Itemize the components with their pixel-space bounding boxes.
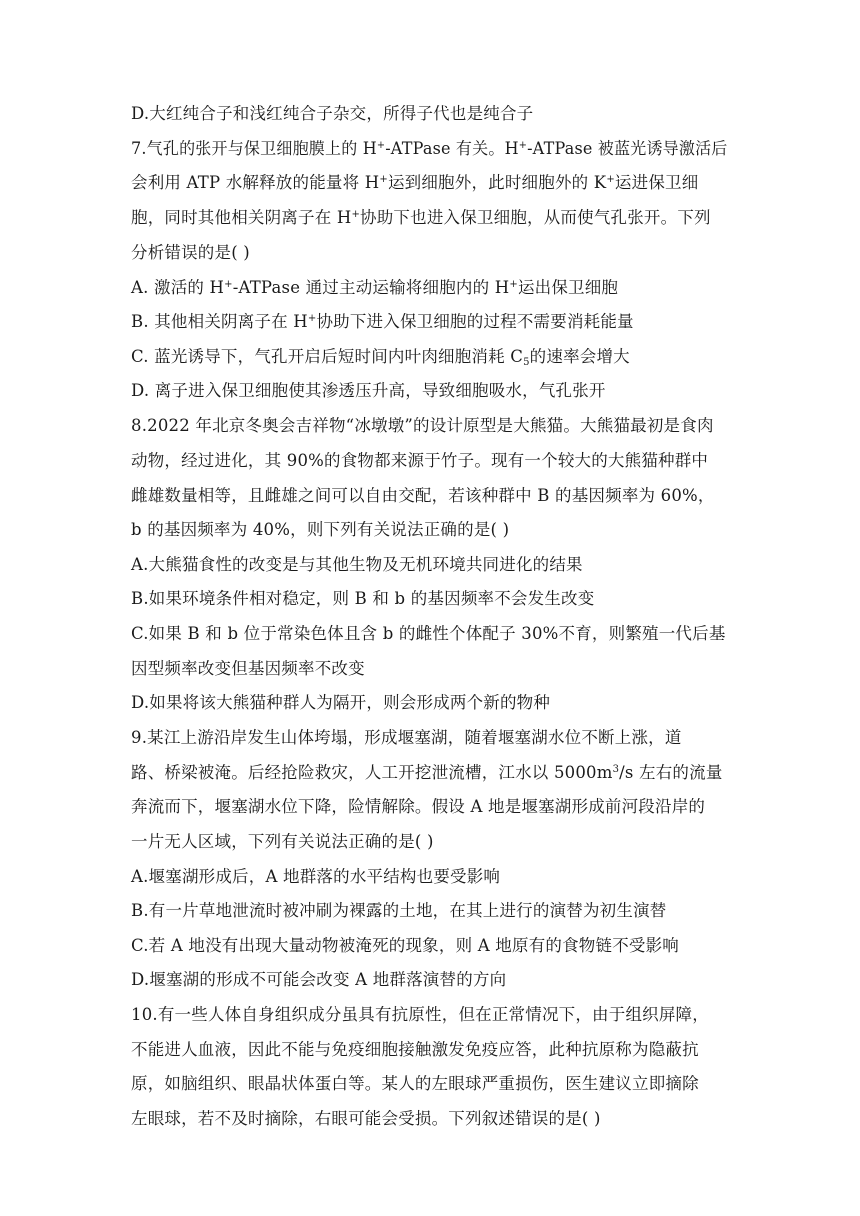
q10-stem-line-1: 10.有一些人体自身组织成分虽具有抗原性，但在正常情况下，由于组织屏障，: [131, 1005, 709, 1024]
q8-stem-line-3: 雌雄数量相等，且雌雄之间可以自由交配，若该种群中 B 的基因频率为 60%，: [131, 486, 715, 505]
q8-stem-line-2: 动物，经过进化，其 90%的食物都来源于竹子。现有一个较大的大熊猫种群中: [131, 451, 709, 470]
q10-stem-line-3: 原，如脑组织、眼晶状体蛋白等。某人的左眼球严重损伤，医生建议立即摘除: [131, 1074, 699, 1093]
q9-option-c: C.若 A 地没有出现大量动物被淹死的现象，则 A 地原有的食物链不受影响: [131, 936, 679, 955]
q9-stem-line-1: 9.某江上游沿岸发生山体垮塌，形成堰塞湖，随着堰塞湖水位不断上涨，道: [131, 728, 682, 747]
q7-stem-line-4: 分析错误的是( ): [131, 243, 250, 262]
q7-option-d: D. 离子进入保卫细胞使其渗透压升高，导致细胞吸水，气孔张开: [131, 381, 606, 400]
q8-option-c-line-2: 因型频率改变但基因频率不改变: [131, 659, 365, 678]
q8-option-a: A.大熊猫食性的改变是与其他生物及无机环境共同进化的结果: [131, 555, 583, 574]
q8-option-b: B.如果环境条件相对稳定，则 B 和 b 的基因频率不会发生改变: [131, 589, 595, 608]
q9-stem-line-2: 路、桥梁被淹。后经抢险救灾，人工开挖泄流槽，江水以 $5000m^3/s$ 左右的流量: [131, 763, 723, 782]
q8-option-c-line-1: C.如果 B 和 b 位于常染色体且含 b 的雌性个体配子 30%不育，则繁殖一代后基: [131, 624, 726, 643]
q7-option-c: C. 蓝光诱导下，气孔开启后短时间内叶肉细胞消耗 $C_5$的速率会增大: [131, 347, 630, 368]
q9-option-a: A.堰塞湖形成后，A 地群落的水平结构也要受影响: [131, 867, 501, 886]
q8-stem-line-1: 8.2022 年北京冬奥会吉祥物“冰墩墩”的设计原型是大熊猫。大熊猫最初是食肉: [131, 416, 714, 435]
q9-option-d: D.堰塞湖的形成不可能会改变 A 地群落演替的方向: [131, 970, 507, 989]
q7-option-a: A. 激活的 H+-ATPase 通过主动运输将细胞内的 H+运出保卫细胞: [131, 278, 619, 297]
q7-option-b: B. 其他相关阴离子在 H+协助下进入保卫细胞的过程不需要消耗能量: [131, 312, 634, 331]
q8-stem-line-4: b 的基因频率为 40%，则下列有关说法正确的是( ): [131, 520, 510, 539]
q9-stem-line-4: 一片无人区域，下列有关说法正确的是( ): [131, 832, 434, 851]
q7-stem-line-1: 7.气孔的张开与保卫细胞膜上的 H+-ATPase 有关。H+-ATPase 被蓝光诱导激活后: [131, 139, 728, 158]
q9-stem-line-3: 奔流而下，堰塞湖水位下降，险情解除。假设 A 地是堰塞湖形成前河段沿岸的: [131, 797, 706, 816]
q8-option-d: D.如果将该大熊猫种群人为隔开，则会形成两个新的物种: [131, 693, 551, 712]
q10-stem-line-2: 不能进人血液，因此不能与免疫细胞接触激发免疫应答，此种抗原称为隐蔽抗: [131, 1040, 699, 1059]
q7-stem-line-2: 会利用 ATP 水解释放的能量将 H+运到细胞外，此时细胞外的 K+运进保卫细: [131, 173, 699, 192]
q9-option-b: B.有一片草地泄流时被冲刷为裸露的土地，在其上进行的演替为初生演替: [131, 901, 667, 920]
q7-stem-line-3: 胞，同时其他相关阴离子在 H+协助下也进入保卫细胞，从而使气孔张开。下列: [131, 208, 711, 227]
q6-option-d: D.大红纯合子和浅红纯合子杂交，所得子代也是纯合子: [131, 104, 534, 123]
q10-stem-line-4: 左眼球，若不及时摘除，右眼可能会受损。下列叙述错误的是( ): [131, 1109, 601, 1128]
